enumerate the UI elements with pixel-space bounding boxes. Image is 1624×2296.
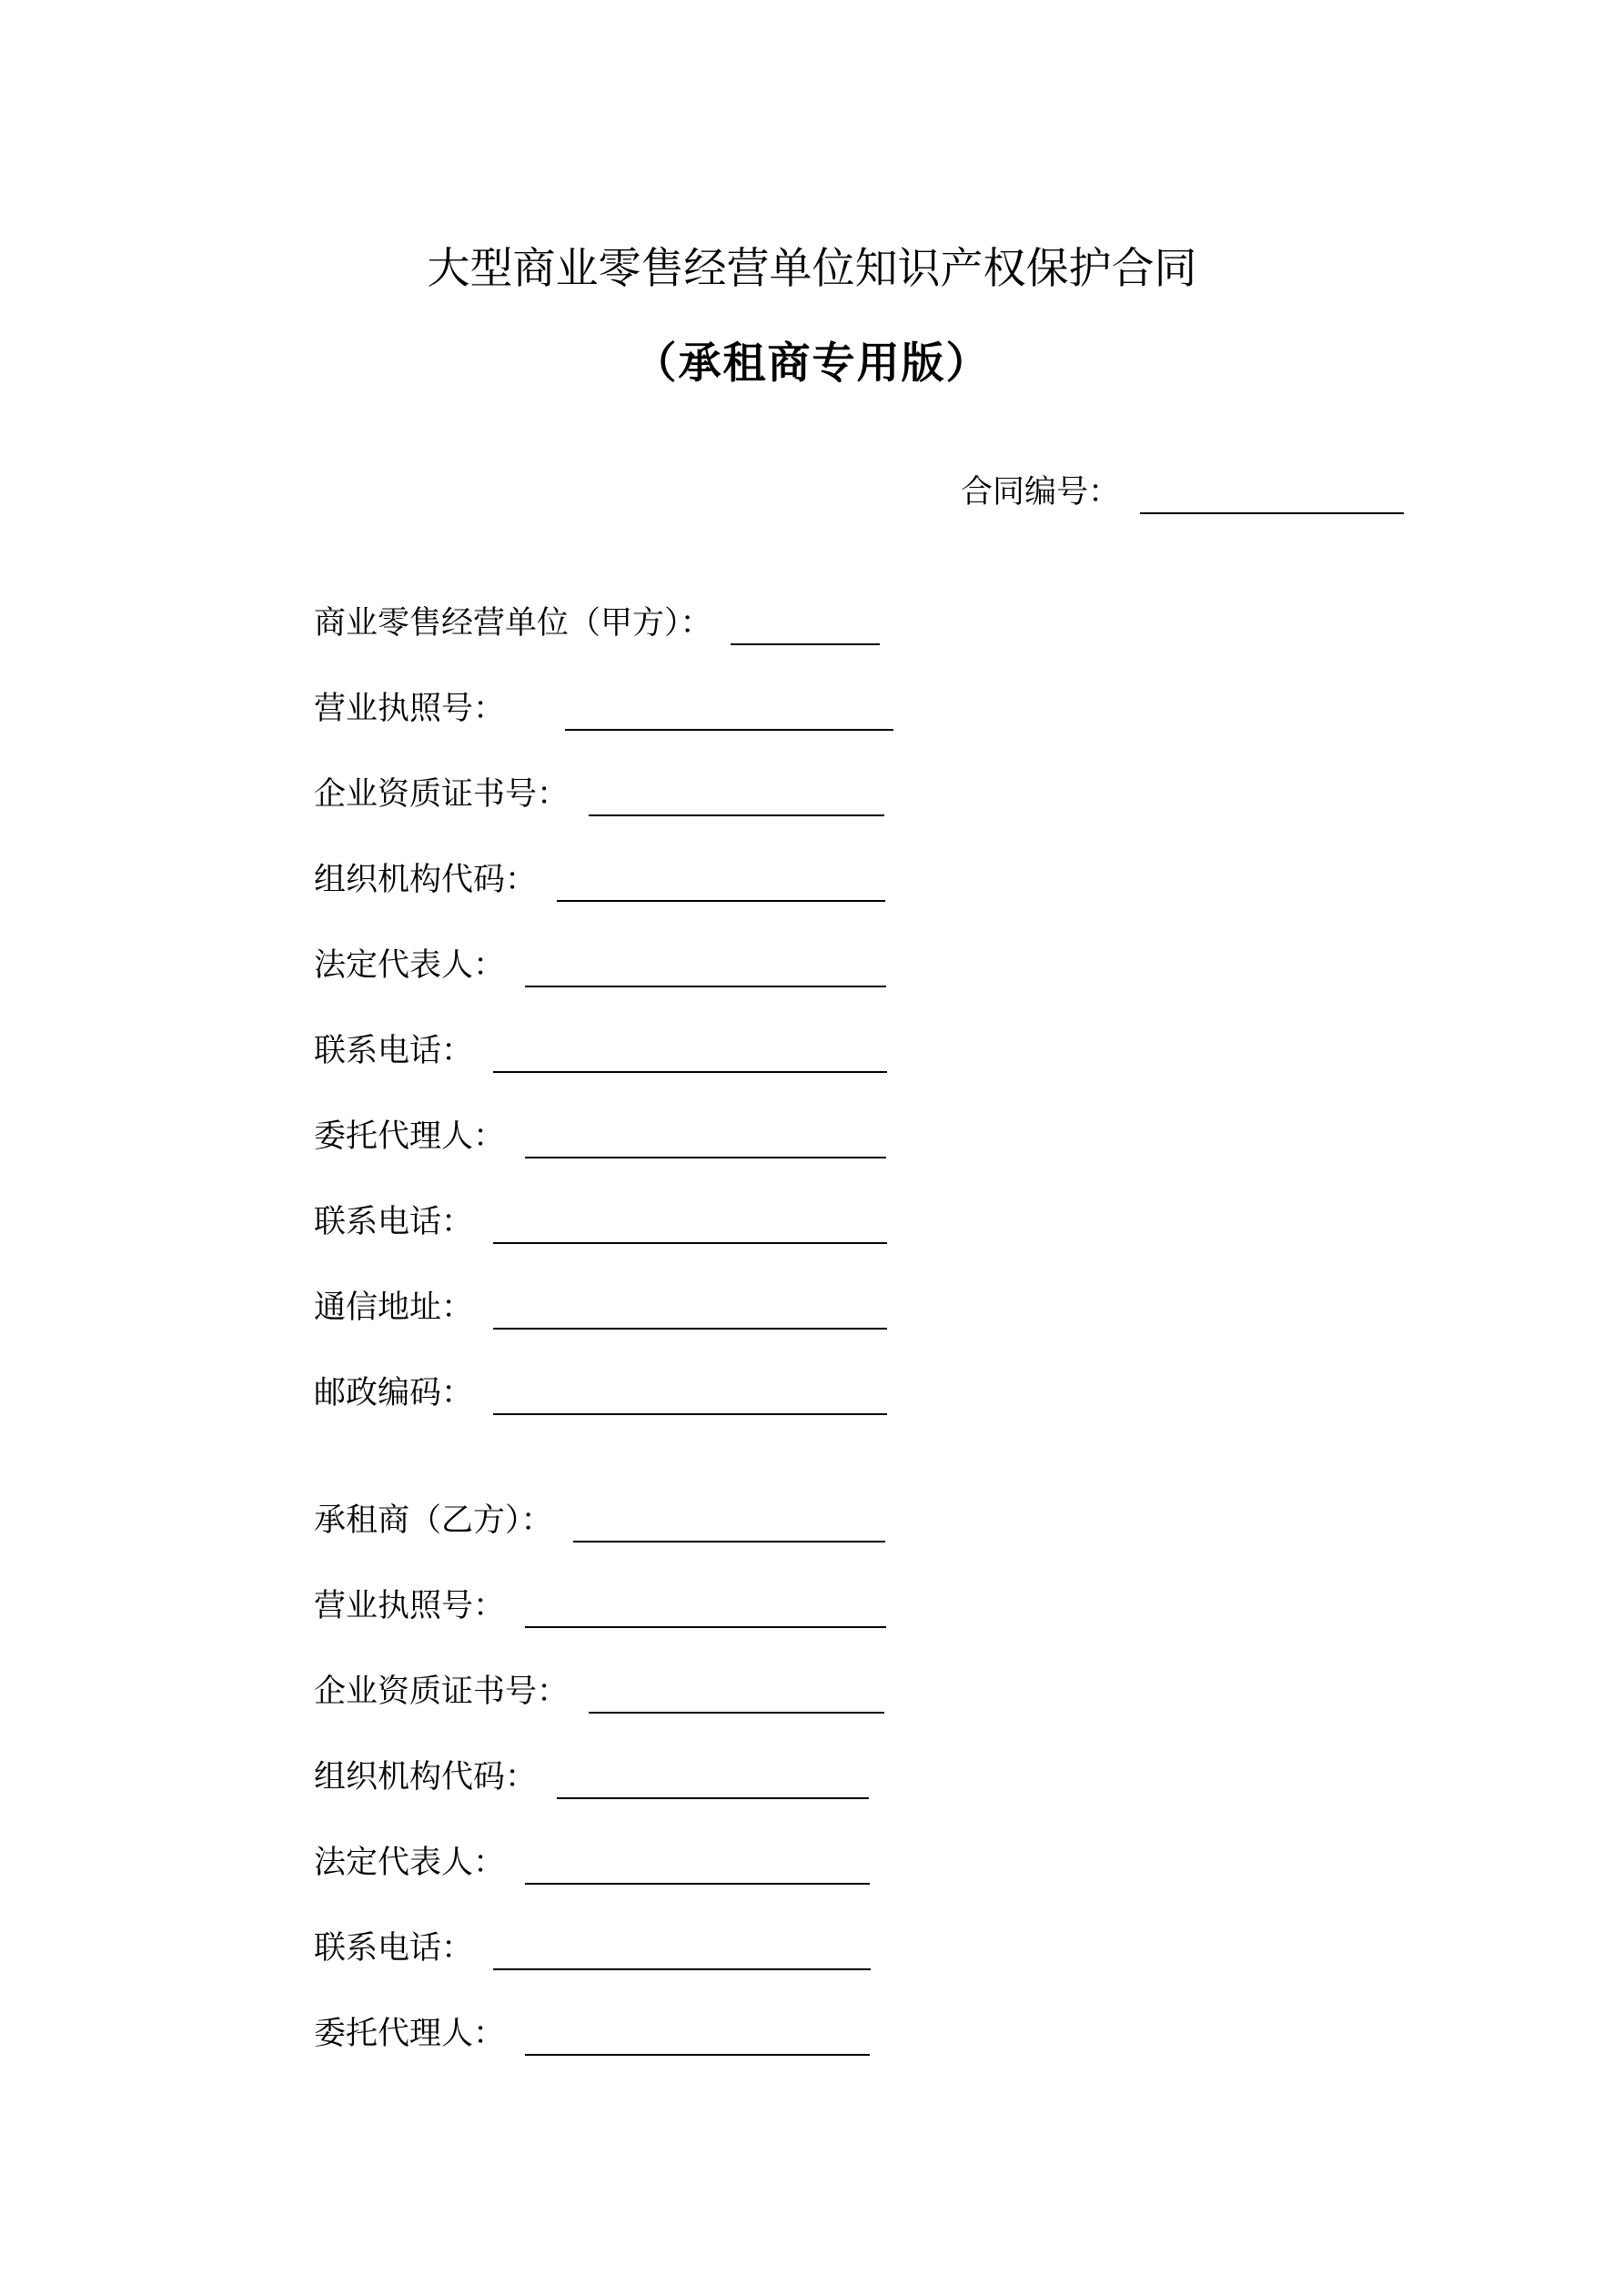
contract-number-label: 合同编号： xyxy=(961,474,1121,511)
party-b-agent-blank[interactable] xyxy=(525,2027,870,2056)
field-label: 企业资质证书号： xyxy=(314,776,570,813)
party-b-qualification-field xyxy=(314,1676,884,1708)
party-a-org-code-field xyxy=(314,862,885,898)
party-b-name-field xyxy=(314,1502,885,1539)
field-label: 承租商（乙方）： xyxy=(314,1502,553,1539)
party-b-license-blank[interactable] xyxy=(525,1599,886,1628)
party-b-legal-rep-blank[interactable] xyxy=(525,1856,870,1885)
party-a-agent-field xyxy=(314,1118,886,1155)
party-a-license-blank[interactable] xyxy=(565,702,893,731)
contract-number-field xyxy=(961,474,1404,511)
field-label: 委托代理人： xyxy=(314,1118,506,1155)
party-a-phone-blank[interactable] xyxy=(493,1044,887,1073)
document-title: 大型商业零售经营单位知识产权保护合同 xyxy=(427,244,1197,294)
party-a-qualification-field xyxy=(314,776,884,813)
field-label: 营业执照号： xyxy=(314,1588,506,1624)
party-b-phone-field xyxy=(314,1930,871,1967)
party-b-agent-field xyxy=(314,2018,870,2050)
party-b-name-blank[interactable] xyxy=(573,1513,885,1542)
contract-number-blank[interactable] xyxy=(1140,485,1404,514)
field-label: 组织机构代码： xyxy=(314,1759,538,1795)
document-subtitle: （承租商专用版） xyxy=(633,339,991,389)
field-label: 商业零售经营单位（甲方）： xyxy=(314,605,712,642)
party-a-name-field xyxy=(314,605,880,642)
party-b-phone-blank[interactable] xyxy=(493,1941,871,1970)
field-label: 委托代理人： xyxy=(314,2016,506,2052)
party-a-legal-rep-blank[interactable] xyxy=(525,958,886,987)
party-b-org-code-field xyxy=(314,1759,869,1795)
party-a-postcode-field xyxy=(314,1375,887,1411)
field-label: 联系电话： xyxy=(314,1033,474,1069)
field-label: 联系电话： xyxy=(314,1930,474,1967)
party-a-postcode-blank[interactable] xyxy=(493,1386,887,1415)
field-label: 法定代表人： xyxy=(314,947,506,984)
field-label: 企业资质证书号： xyxy=(314,1674,570,1710)
party-a-qualification-blank[interactable] xyxy=(589,787,884,816)
party-a-address-blank[interactable] xyxy=(493,1300,887,1330)
party-a-license-field xyxy=(314,693,893,725)
party-a-address-field xyxy=(314,1292,887,1324)
party-a-name-blank[interactable] xyxy=(731,616,880,645)
party-a-agent-phone-field xyxy=(314,1204,887,1240)
field-label: 邮政编码： xyxy=(314,1375,474,1411)
party-b-org-code-blank[interactable] xyxy=(557,1770,869,1799)
party-a-legal-rep-field xyxy=(314,947,886,984)
party-a-org-code-blank[interactable] xyxy=(557,873,885,902)
field-label: 联系电话： xyxy=(314,1204,474,1240)
party-b-qualification-blank[interactable] xyxy=(589,1684,884,1714)
party-b-license-field xyxy=(314,1588,886,1624)
field-label: 通信地址： xyxy=(314,1290,474,1326)
party-b-legal-rep-field xyxy=(314,1847,870,1879)
field-label: 组织机构代码： xyxy=(314,862,538,898)
party-a-phone-field xyxy=(314,1033,887,1069)
field-label: 营业执照号： xyxy=(314,691,506,727)
field-label: 法定代表人： xyxy=(314,1845,506,1881)
party-a-agent-blank[interactable] xyxy=(525,1129,886,1158)
party-a-agent-phone-blank[interactable] xyxy=(493,1215,887,1244)
